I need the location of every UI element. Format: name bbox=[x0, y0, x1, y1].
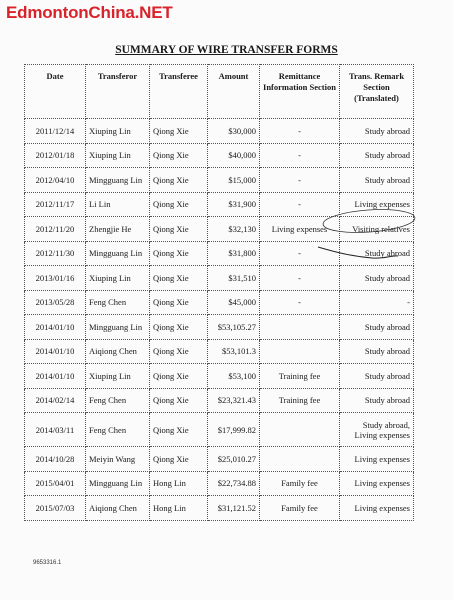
cell-transferee: Qiong Xie bbox=[150, 266, 208, 291]
cell-date: 2011/12/14 bbox=[25, 119, 86, 144]
cell-remittance: - bbox=[260, 119, 340, 144]
header-date: Date bbox=[25, 65, 86, 119]
header-transferee: Transferee bbox=[150, 65, 208, 119]
cell-date: 2013/05/28 bbox=[25, 290, 86, 315]
cell-remark: Living expenses bbox=[340, 447, 414, 472]
cell-remark: Study abroad bbox=[340, 143, 414, 168]
table-row bbox=[25, 290, 414, 315]
wire-transfer-table bbox=[24, 64, 414, 521]
cell-transferee: Qiong Xie bbox=[150, 364, 208, 389]
cell-transferee: Qiong Xie bbox=[150, 413, 208, 447]
cell-amount: $32,130 bbox=[208, 217, 260, 242]
header-transferor: Transferor bbox=[86, 65, 150, 119]
cell-date: 2012/11/17 bbox=[25, 192, 86, 217]
cell-remittance: - bbox=[260, 143, 340, 168]
cell-transferor: Mingguang Lin bbox=[86, 315, 150, 340]
cell-amount: $53,100 bbox=[208, 364, 260, 389]
cell-date: 2012/11/30 bbox=[25, 241, 86, 266]
cell-transferee: Qiong Xie bbox=[150, 143, 208, 168]
cell-transferee: Hong Lin bbox=[150, 496, 208, 521]
cell-date: 2014/02/14 bbox=[25, 388, 86, 413]
cell-transferor: Feng Chen bbox=[86, 413, 150, 447]
cell-date: 2014/10/28 bbox=[25, 447, 86, 472]
cell-remark: Living expenses bbox=[340, 192, 414, 217]
header-remittance: Remittance Information Section bbox=[260, 65, 340, 119]
cell-date: 2012/01/18 bbox=[25, 143, 86, 168]
cell-amount: $53,101.3 bbox=[208, 339, 260, 364]
cell-transferor: Feng Chen bbox=[86, 290, 150, 315]
cell-transferor: Meiyin Wang bbox=[86, 447, 150, 472]
table-row bbox=[25, 241, 414, 266]
table-row bbox=[25, 315, 414, 340]
document-id: 9653316.1 bbox=[33, 560, 62, 566]
cell-remittance: - bbox=[260, 241, 340, 266]
cell-remittance bbox=[260, 413, 340, 447]
cell-transferor: Mingguang Lin bbox=[86, 471, 150, 496]
header-amount: Amount bbox=[208, 65, 260, 119]
cell-amount: $40,000 bbox=[208, 143, 260, 168]
table-row bbox=[25, 143, 414, 168]
cell-transferee: Qiong Xie bbox=[150, 241, 208, 266]
cell-date: 2013/01/16 bbox=[25, 266, 86, 291]
cell-transferee: Hong Lin bbox=[150, 471, 208, 496]
cell-remittance bbox=[260, 339, 340, 364]
table-row bbox=[25, 168, 414, 193]
cell-transferee: Qiong Xie bbox=[150, 315, 208, 340]
cell-amount: $31,121.52 bbox=[208, 496, 260, 521]
cell-amount: $30,000 bbox=[208, 119, 260, 144]
cell-remittance: Family fee bbox=[260, 496, 340, 521]
cell-transferor: Aiqiong Chen bbox=[86, 496, 150, 521]
cell-transferor: Mingguang Lin bbox=[86, 241, 150, 266]
cell-amount: $31,800 bbox=[208, 241, 260, 266]
table-row bbox=[25, 447, 414, 472]
cell-date: 2012/11/20 bbox=[25, 217, 86, 242]
cell-remark: Study abroad bbox=[340, 339, 414, 364]
table-row bbox=[25, 192, 414, 217]
table-header-row bbox=[25, 65, 414, 119]
cell-transferor: Xiuping Lin bbox=[86, 266, 150, 291]
cell-remark: Study abroad bbox=[340, 266, 414, 291]
cell-remark: Living expenses bbox=[340, 471, 414, 496]
cell-remark: Study abroad bbox=[340, 241, 414, 266]
cell-date: 2015/07/03 bbox=[25, 496, 86, 521]
cell-remark: Visiting relatives bbox=[340, 217, 414, 242]
cell-remittance: Family fee bbox=[260, 471, 340, 496]
table-row bbox=[25, 388, 414, 413]
cell-remittance: Training fee bbox=[260, 364, 340, 389]
cell-transferee: Qiong Xie bbox=[150, 339, 208, 364]
cell-amount: $31,900 bbox=[208, 192, 260, 217]
header-remark: Trans. Remark Section (Translated) bbox=[340, 65, 414, 119]
cell-remark: Study abroad bbox=[340, 168, 414, 193]
cell-transferor: Aiqiong Chen bbox=[86, 339, 150, 364]
table-row bbox=[25, 471, 414, 496]
cell-remittance bbox=[260, 447, 340, 472]
cell-transferor: Li Lin bbox=[86, 192, 150, 217]
cell-transferee: Qiong Xie bbox=[150, 290, 208, 315]
cell-amount: $45,000 bbox=[208, 290, 260, 315]
cell-date: 2015/04/01 bbox=[25, 471, 86, 496]
cell-amount: $53,105.27 bbox=[208, 315, 260, 340]
cell-date: 2014/01/10 bbox=[25, 364, 86, 389]
cell-remittance: - bbox=[260, 290, 340, 315]
table-row bbox=[25, 119, 414, 144]
cell-date: 2014/01/10 bbox=[25, 339, 86, 364]
cell-transferor: Xiuping Lin bbox=[86, 143, 150, 168]
cell-amount: $22,734.88 bbox=[208, 471, 260, 496]
table-row bbox=[25, 364, 414, 389]
cell-transferee: Qiong Xie bbox=[150, 119, 208, 144]
cell-remittance bbox=[260, 315, 340, 340]
table-row bbox=[25, 339, 414, 364]
table-row bbox=[25, 266, 414, 291]
cell-transferee: Qiong Xie bbox=[150, 217, 208, 242]
cell-remark: Study abroad bbox=[340, 388, 414, 413]
cell-remittance: Training fee bbox=[260, 388, 340, 413]
cell-date: 2014/03/11 bbox=[25, 413, 86, 447]
cell-date: 2012/04/10 bbox=[25, 168, 86, 193]
cell-transferee: Qiong Xie bbox=[150, 168, 208, 193]
cell-remark: Living expenses bbox=[340, 496, 414, 521]
table-row bbox=[25, 496, 414, 521]
cell-remark: Study abroad bbox=[340, 315, 414, 340]
cell-amount: $17,999.82 bbox=[208, 413, 260, 447]
cell-transferor: Xiuping Lin bbox=[86, 119, 150, 144]
cell-remark: Study abroad bbox=[340, 119, 414, 144]
cell-transferee: Qiong Xie bbox=[150, 388, 208, 413]
watermark-logo: EdmontonChina.NET bbox=[6, 3, 173, 22]
cell-transferor: Zhengjie He bbox=[86, 217, 150, 242]
table-row bbox=[25, 413, 414, 447]
cell-transferor: Feng Chen bbox=[86, 388, 150, 413]
cell-transferee: Qiong Xie bbox=[150, 447, 208, 472]
cell-amount: $23,321.43 bbox=[208, 388, 260, 413]
cell-remark: Study abroad bbox=[340, 364, 414, 389]
cell-transferor: Xiuping Lin bbox=[86, 364, 150, 389]
cell-remark: - bbox=[340, 290, 414, 315]
cell-transferee: Qiong Xie bbox=[150, 192, 208, 217]
cell-transferor: Mingguang Lin bbox=[86, 168, 150, 193]
cell-remittance: - bbox=[260, 168, 340, 193]
cell-remittance: - bbox=[260, 266, 340, 291]
cell-remittance: Living expenses bbox=[260, 217, 340, 242]
cell-remittance: - bbox=[260, 192, 340, 217]
document-title: SUMMARY OF WIRE TRANSFER FORMS bbox=[115, 44, 338, 56]
table-row bbox=[25, 217, 414, 242]
cell-amount: $31,510 bbox=[208, 266, 260, 291]
cell-remark: Study abroad, Living expenses bbox=[340, 413, 414, 447]
cell-amount: $15,000 bbox=[208, 168, 260, 193]
cell-date: 2014/01/10 bbox=[25, 315, 86, 340]
cell-amount: $25,010.27 bbox=[208, 447, 260, 472]
